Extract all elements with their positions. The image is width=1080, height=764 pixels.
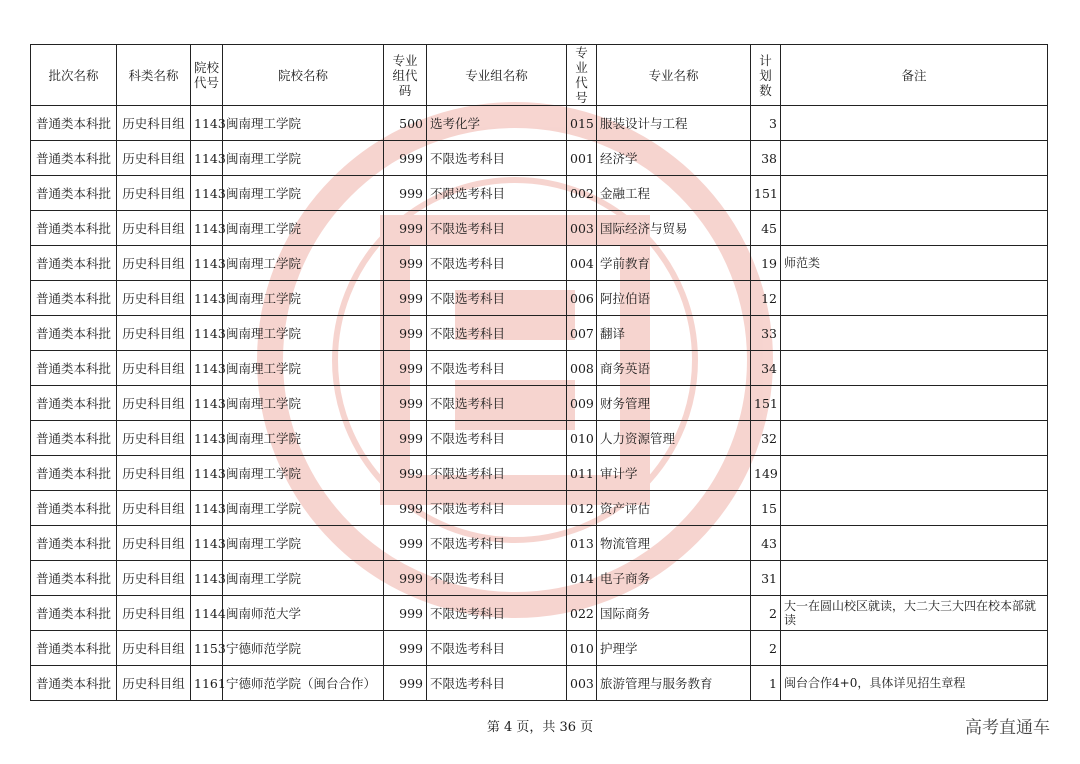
cell-note: [781, 526, 1048, 561]
cell-batch: 普通类本科批: [31, 666, 117, 701]
cell-major-code: 011: [567, 456, 597, 491]
cell-major-code: 013: [567, 526, 597, 561]
table-row: [31, 176, 1048, 211]
cell-plan-count: 43: [751, 526, 781, 561]
cell-group-code: 999: [384, 561, 427, 596]
cell-category: 历史科目组: [117, 631, 191, 666]
cell-batch: 普通类本科批: [31, 491, 117, 526]
cell-school-name: 闽南理工学院: [223, 281, 384, 316]
cell-plan-count: 2: [751, 596, 781, 631]
cell-school-code: 1144: [191, 596, 223, 631]
cell-batch: 普通类本科批: [31, 141, 117, 176]
cell-group-code: 999: [384, 491, 427, 526]
cell-group-name: 不限选考科目: [427, 421, 567, 456]
cell-school-code: 1143: [191, 106, 223, 141]
cell-major-name: 电子商务: [597, 561, 751, 596]
cell-plan-count: 151: [751, 386, 781, 421]
cell-batch: 普通类本科批: [31, 106, 117, 141]
cell-category: 历史科目组: [117, 106, 191, 141]
cell-batch: 普通类本科批: [31, 176, 117, 211]
cell-group-name: 不限选考科目: [427, 596, 567, 631]
cell-major-code: 010: [567, 631, 597, 666]
cell-school-name: 闽南理工学院: [223, 351, 384, 386]
table-row: [31, 666, 1048, 701]
cell-note: [781, 141, 1048, 176]
cell-plan-count: 151: [751, 176, 781, 211]
table-row: [31, 386, 1048, 421]
table-header: [31, 45, 1048, 106]
cell-batch: 普通类本科批: [31, 316, 117, 351]
cell-major-code: 003: [567, 666, 597, 701]
cell-group-name: 不限选考科目: [427, 141, 567, 176]
header-school-name: 院校名称: [223, 45, 384, 106]
cell-school-name: 闽南理工学院: [223, 421, 384, 456]
cell-school-code: 1143: [191, 421, 223, 456]
cell-major-name: 服装设计与工程: [597, 106, 751, 141]
cell-note: 闽台合作4+0，具体详见招生章程: [781, 666, 1048, 701]
cell-major-code: 004: [567, 246, 597, 281]
table-row: [31, 211, 1048, 246]
cell-note: [781, 211, 1048, 246]
cell-school-code: 1153: [191, 631, 223, 666]
table-row: [31, 456, 1048, 491]
cell-major-name: 金融工程: [597, 176, 751, 211]
cell-major-code: 010: [567, 421, 597, 456]
cell-plan-count: 149: [751, 456, 781, 491]
cell-batch: 普通类本科批: [31, 421, 117, 456]
cell-major-code: 012: [567, 491, 597, 526]
cell-plan-count: 38: [751, 141, 781, 176]
cell-batch: 普通类本科批: [31, 281, 117, 316]
cell-category: 历史科目组: [117, 386, 191, 421]
cell-plan-count: 3: [751, 106, 781, 141]
cell-group-code: 999: [384, 351, 427, 386]
table-row: [31, 141, 1048, 176]
cell-note: [781, 386, 1048, 421]
cell-major-name: 财务管理: [597, 386, 751, 421]
table-row: [31, 631, 1048, 666]
cell-major-name: 学前教育: [597, 246, 751, 281]
cell-school-code: 1143: [191, 141, 223, 176]
cell-category: 历史科目组: [117, 491, 191, 526]
cell-major-name: 物流管理: [597, 526, 751, 561]
cell-group-name: 不限选考科目: [427, 561, 567, 596]
header-major-name: 专业名称: [597, 45, 751, 106]
cell-group-code: 999: [384, 421, 427, 456]
cell-group-code: 999: [384, 456, 427, 491]
header-major-code: 专业代号: [567, 45, 597, 106]
cell-school-code: 1143: [191, 316, 223, 351]
cell-note: 师范类: [781, 246, 1048, 281]
cell-category: 历史科目组: [117, 176, 191, 211]
cell-group-name: 不限选考科目: [427, 316, 567, 351]
cell-batch: 普通类本科批: [31, 596, 117, 631]
cell-group-name: 不限选考科目: [427, 666, 567, 701]
cell-major-name: 经济学: [597, 141, 751, 176]
cell-school-code: 1143: [191, 246, 223, 281]
cell-major-code: 001: [567, 141, 597, 176]
cell-category: 历史科目组: [117, 351, 191, 386]
cell-plan-count: 15: [751, 491, 781, 526]
cell-note: [781, 281, 1048, 316]
cell-category: 历史科目组: [117, 596, 191, 631]
cell-plan-count: 19: [751, 246, 781, 281]
cell-major-code: 007: [567, 316, 597, 351]
cell-note: [781, 561, 1048, 596]
cell-major-name: 审计学: [597, 456, 751, 491]
cell-plan-count: 2: [751, 631, 781, 666]
cell-major-name: 商务英语: [597, 351, 751, 386]
cell-group-code: 999: [384, 316, 427, 351]
cell-group-code: 999: [384, 176, 427, 211]
cell-category: 历史科目组: [117, 456, 191, 491]
cell-school-code: 1143: [191, 351, 223, 386]
cell-group-name: 不限选考科目: [427, 246, 567, 281]
cell-note: [781, 176, 1048, 211]
cell-category: 历史科目组: [117, 666, 191, 701]
brand-label: 高考直通车: [965, 718, 1050, 738]
cell-school-name: 闽南理工学院: [223, 176, 384, 211]
table-row: [31, 106, 1048, 141]
cell-note: [781, 456, 1048, 491]
cell-school-name: 闽南理工学院: [223, 456, 384, 491]
cell-major-code: 002: [567, 176, 597, 211]
cell-plan-count: 32: [751, 421, 781, 456]
cell-school-name: 闽南理工学院: [223, 491, 384, 526]
cell-school-code: 1143: [191, 491, 223, 526]
cell-batch: 普通类本科批: [31, 526, 117, 561]
cell-school-name: 闽南理工学院: [223, 106, 384, 141]
cell-group-name: 不限选考科目: [427, 281, 567, 316]
cell-major-code: 015: [567, 106, 597, 141]
cell-group-name: 不限选考科目: [427, 456, 567, 491]
cell-school-name: 闽南理工学院: [223, 246, 384, 281]
cell-plan-count: 31: [751, 561, 781, 596]
table-row: [31, 246, 1048, 281]
cell-school-name: 宁德师范学院: [223, 631, 384, 666]
cell-school-name: 闽南理工学院: [223, 141, 384, 176]
header-school-code: 院校代号: [191, 45, 223, 106]
cell-school-name: 闽南理工学院: [223, 526, 384, 561]
table-row: [31, 561, 1048, 596]
cell-category: 历史科目组: [117, 141, 191, 176]
header-group-name: 专业组名称: [427, 45, 567, 106]
cell-school-code: 1143: [191, 211, 223, 246]
cell-group-code: 999: [384, 281, 427, 316]
cell-major-code: 003: [567, 211, 597, 246]
cell-school-name: 闽南师范大学: [223, 596, 384, 631]
cell-school-name: 闽南理工学院: [223, 316, 384, 351]
cell-group-name: 选考化学: [427, 106, 567, 141]
cell-group-name: 不限选考科目: [427, 491, 567, 526]
table-row: [31, 421, 1048, 456]
cell-school-code: 1143: [191, 386, 223, 421]
table-row: [31, 596, 1048, 631]
cell-major-name: 资产评估: [597, 491, 751, 526]
table-row: [31, 526, 1048, 561]
cell-category: 历史科目组: [117, 316, 191, 351]
cell-note: [781, 491, 1048, 526]
cell-major-name: 国际经济与贸易: [597, 211, 751, 246]
cell-major-name: 人力资源管理: [597, 421, 751, 456]
cell-school-code: 1161: [191, 666, 223, 701]
header-batch: 批次名称: [31, 45, 117, 106]
cell-group-name: 不限选考科目: [427, 176, 567, 211]
cell-school-name: 闽南理工学院: [223, 211, 384, 246]
header-category: 科类名称: [117, 45, 191, 106]
header-note: 备注: [781, 45, 1048, 106]
cell-major-code: 006: [567, 281, 597, 316]
cell-school-name: 宁德师范学院（闽台合作）: [223, 666, 384, 701]
cell-school-code: 1143: [191, 526, 223, 561]
cell-category: 历史科目组: [117, 246, 191, 281]
cell-group-name: 不限选考科目: [427, 211, 567, 246]
cell-major-name: 国际商务: [597, 596, 751, 631]
cell-school-name: 闽南理工学院: [223, 561, 384, 596]
cell-major-name: 护理学: [597, 631, 751, 666]
cell-group-code: 500: [384, 106, 427, 141]
table-row: [31, 281, 1048, 316]
cell-major-name: 阿拉伯语: [597, 281, 751, 316]
cell-major-code: 008: [567, 351, 597, 386]
cell-school-code: 1143: [191, 176, 223, 211]
cell-note: [781, 106, 1048, 141]
cell-school-name: 闽南理工学院: [223, 386, 384, 421]
cell-batch: 普通类本科批: [31, 561, 117, 596]
cell-group-code: 999: [384, 631, 427, 666]
cell-group-code: 999: [384, 666, 427, 701]
cell-category: 历史科目组: [117, 526, 191, 561]
admission-plan-table: [30, 44, 1048, 701]
cell-major-name: 翻译: [597, 316, 751, 351]
cell-group-name: 不限选考科目: [427, 526, 567, 561]
cell-major-code: 022: [567, 596, 597, 631]
cell-batch: 普通类本科批: [31, 246, 117, 281]
cell-group-code: 999: [384, 141, 427, 176]
cell-category: 历史科目组: [117, 561, 191, 596]
cell-group-name: 不限选考科目: [427, 631, 567, 666]
cell-batch: 普通类本科批: [31, 211, 117, 246]
cell-major-code: 009: [567, 386, 597, 421]
cell-group-code: 999: [384, 211, 427, 246]
cell-note: [781, 631, 1048, 666]
cell-category: 历史科目组: [117, 211, 191, 246]
table-row: [31, 351, 1048, 386]
header-group-code: 专业组代码: [384, 45, 427, 106]
cell-batch: 普通类本科批: [31, 386, 117, 421]
cell-category: 历史科目组: [117, 421, 191, 456]
cell-group-code: 999: [384, 526, 427, 561]
cell-plan-count: 33: [751, 316, 781, 351]
cell-batch: 普通类本科批: [31, 631, 117, 666]
table-row: [31, 491, 1048, 526]
cell-plan-count: 34: [751, 351, 781, 386]
cell-school-code: 1143: [191, 281, 223, 316]
cell-group-name: 不限选考科目: [427, 351, 567, 386]
table-row: [31, 316, 1048, 351]
cell-note: [781, 421, 1048, 456]
cell-group-code: 999: [384, 596, 427, 631]
cell-group-code: 999: [384, 246, 427, 281]
cell-note: [781, 316, 1048, 351]
cell-plan-count: 12: [751, 281, 781, 316]
cell-category: 历史科目组: [117, 281, 191, 316]
cell-batch: 普通类本科批: [31, 456, 117, 491]
cell-school-code: 1143: [191, 456, 223, 491]
cell-major-code: 014: [567, 561, 597, 596]
cell-note: 大一在圆山校区就读，大二大三大四在校本部就读: [781, 596, 1048, 631]
cell-school-code: 1143: [191, 561, 223, 596]
cell-group-code: 999: [384, 386, 427, 421]
cell-major-name: 旅游管理与服务教育: [597, 666, 751, 701]
cell-plan-count: 1: [751, 666, 781, 701]
cell-batch: 普通类本科批: [31, 351, 117, 386]
header-plan-count: 计划数: [751, 45, 781, 106]
cell-note: [781, 351, 1048, 386]
cell-plan-count: 45: [751, 211, 781, 246]
cell-group-name: 不限选考科目: [427, 386, 567, 421]
page-footer: 第 4 页，共 36 页: [486, 720, 594, 735]
